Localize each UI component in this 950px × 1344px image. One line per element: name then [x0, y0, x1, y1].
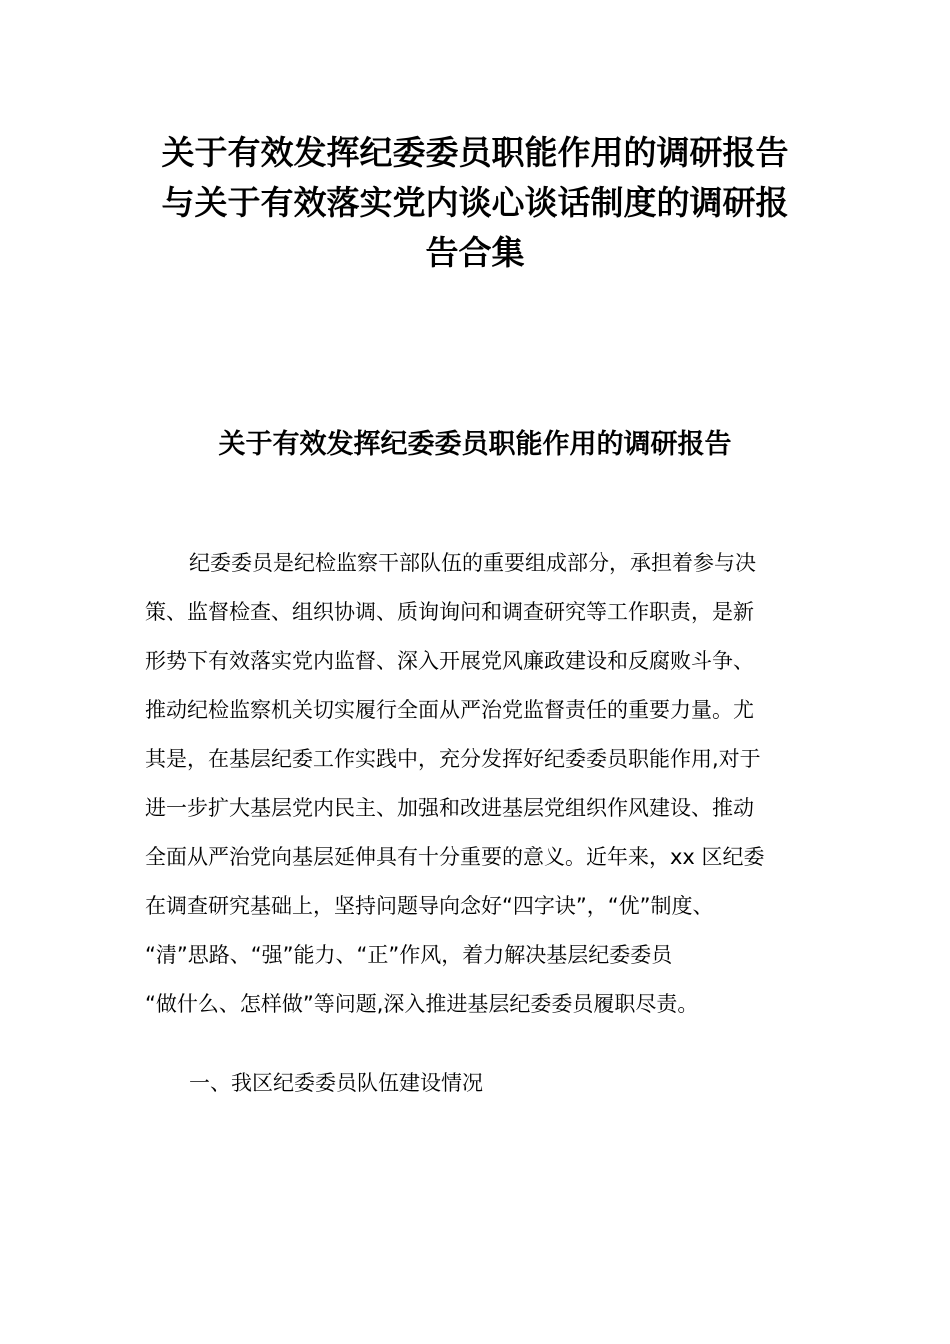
paragraph-line: 形势下有效落实党内监督、深入开展党风廉政建设和反腐败斗争、 — [145, 649, 754, 673]
paragraph-line: 推动纪检监察机关切实履行全面从严治党监督责任的重要力量。尤 — [145, 698, 754, 722]
document-main-title — [130, 128, 820, 278]
paragraph-line: “做什么、怎样做”等问题,深入推进基层纪委委员履职尽责。 — [145, 992, 699, 1016]
main-title-line: 关于有效发挥纪委委员职能作用的调研报告 — [161, 133, 789, 172]
paragraph-1 — [145, 539, 800, 1029]
paragraph-line: 纪委委员是纪检监察干部队伍的重要组成部分，承担着参与决 — [189, 551, 756, 575]
paragraph-line: 全面从严治党向基层延伸具有十分重要的意义。近年来，xx 区纪委 — [145, 845, 765, 869]
paragraph-line: 策、监督检查、组织协调、质询询问和调查研究等工作职责，是新 — [145, 600, 754, 624]
paragraph-line: 进一步扩大基层党内民主、加强和改进基层党组织作风建设、推动 — [145, 796, 754, 820]
main-title-line: 告合集 — [425, 233, 525, 272]
main-title-line: 与关于有效落实党内谈心谈话制度的调研报 — [161, 183, 789, 222]
paragraph-line: “清”思路、“强”能力、“正”作风，着力解决基层纪委委员 — [145, 943, 673, 967]
section-title: 关于有效发挥纪委委员职能作用的调研报告 — [218, 429, 732, 460]
section-heading-1: 一、我区纪委委员队伍建设情况 — [189, 1071, 483, 1095]
paragraph-line: 其是，在基层纪委工作实践中，充分发挥好纪委委员职能作用,对于 — [145, 747, 761, 771]
paragraph-line: 在调查研究基础上，坚持问题导向念好“四字诀”，“优”制度、 — [145, 894, 714, 918]
